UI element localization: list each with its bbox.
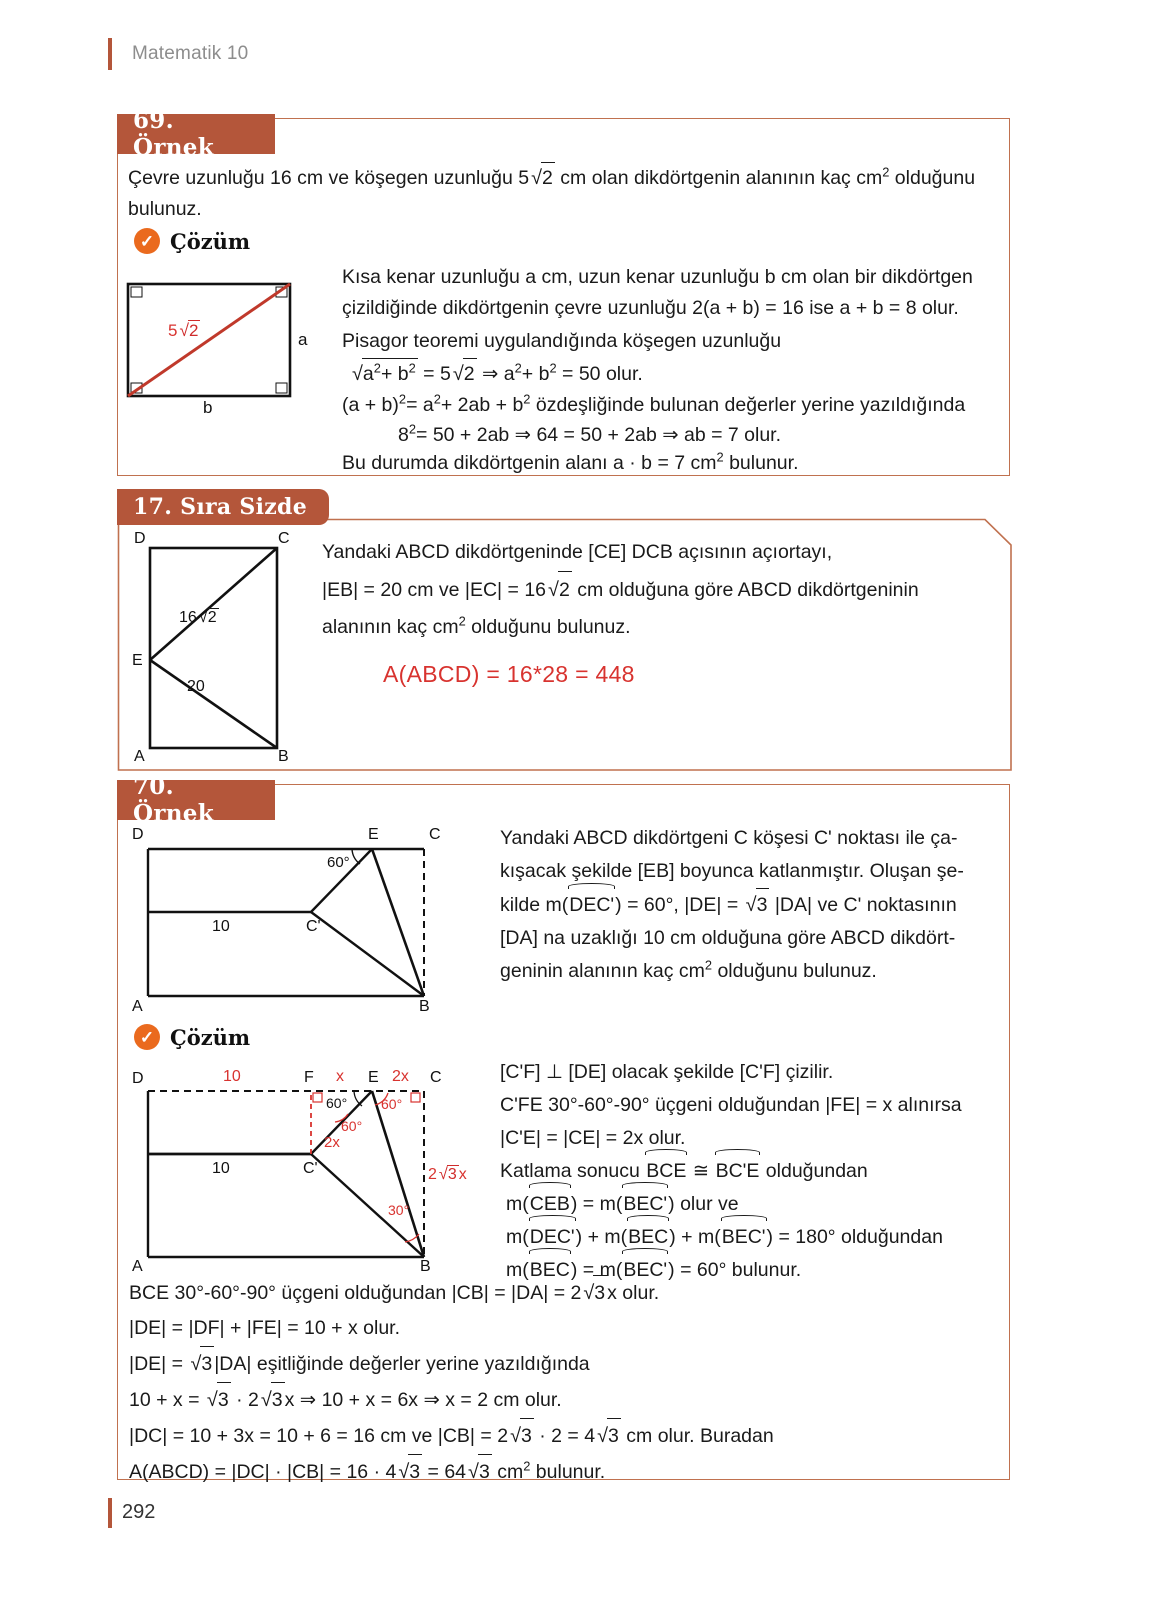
sol-figure-angle60-mid: 60°	[341, 1118, 363, 1134]
angle-arc-icon: DEC'	[529, 1221, 576, 1254]
running-head	[108, 38, 248, 70]
figure-17-label-A: A	[134, 748, 145, 765]
figure-69-diagonal-label: 5 √2	[168, 320, 199, 340]
page-number: 292	[122, 1501, 156, 1523]
angle-arc-icon: DEC'	[568, 889, 615, 922]
q69-line2: bulunuz.	[128, 198, 202, 220]
example-70-tab	[117, 773, 275, 827]
figure-17-label-EB: 20	[187, 678, 205, 695]
sol70r-line5: m(CEB) = m(BEC') olur ve	[500, 1188, 1000, 1221]
radical-icon: √3	[188, 1346, 214, 1382]
figure-70-label-C: C	[429, 826, 441, 843]
sol70r-line3: |C'E| = |CE| = 2x olur.	[500, 1127, 686, 1149]
folded-rectangle-solution-svg	[128, 1062, 468, 1267]
radical-icon: √3	[205, 1382, 231, 1418]
radical-icon: √3	[595, 1418, 621, 1454]
figure-70-label-ten: 10	[212, 918, 230, 935]
sol70b-line6: A(ABCD) = |DC| · |CB| = 16 · 4 √3 = 64 √3 $cm^2$ bulunur.	[129, 1454, 999, 1490]
sira-17-question	[322, 534, 998, 646]
example-69-figure	[118, 272, 318, 417]
sol70r-line7: m(BEC) = m(BEC') = 60° bulunur.	[500, 1254, 1000, 1287]
rectangle-diagonal-svg	[118, 272, 318, 412]
page-footer	[108, 1498, 155, 1528]
example-70-tab-label: 70. Örnek	[133, 773, 214, 827]
radical-icon: √2	[529, 162, 555, 194]
running-head-title: Matematik 10	[132, 43, 249, 64]
sol-figure-label-side: 2 √3 x	[428, 1165, 467, 1183]
angle-arc-icon: BEC	[627, 1221, 669, 1254]
radical-icon: √3	[466, 1454, 492, 1490]
figure-69-label-a: a	[298, 330, 308, 349]
sira17-line3: alanının kaç $cm^2$ olduğunu bulunuz.	[322, 613, 631, 638]
sol-figure-label-E: E	[368, 1069, 379, 1086]
angle-arc-icon: BEC'	[622, 1254, 668, 1287]
sol-figure-angle30: 30°	[388, 1202, 410, 1218]
figure-70-label-Cp: C'	[306, 918, 321, 935]
q69-part-b: cm olan dikdörtgenin alanının kaç cm	[554, 167, 883, 189]
radical-icon: √3	[259, 1382, 285, 1418]
angle-arc-icon: BC'E	[715, 1155, 761, 1188]
sol-figure-label-A: A	[132, 1258, 143, 1275]
example-69-tab-label: 69. Örnek	[133, 107, 214, 161]
sira-sizde-tab-label: 17. Sıra Sizde	[133, 494, 308, 520]
sol69-line3: Pisagor teoremi uygulandığında köşegen uzunluğu	[342, 330, 782, 352]
figure-70-label-E: E	[368, 826, 379, 843]
example-70-solution-header	[134, 1024, 250, 1050]
sol69-line1: Kısa kenar uzunluğu a cm, uzun kenar uzunluğu b cm olan bir dikdörtgen	[342, 266, 973, 288]
example-70-solution-figure	[128, 1062, 468, 1275]
sol-figure-label-top-ten: 10	[223, 1068, 241, 1085]
figure-17-label-C: C	[278, 530, 290, 547]
folded-rectangle-svg	[128, 818, 458, 1018]
sol-figure-label-twox-side: 2x	[324, 1134, 340, 1151]
sol70b-line1: BCE 30°-60°-90° üçgeni olduğundan |CB| = |DA| = 2 √3 x olur.	[129, 1275, 999, 1311]
radical-icon: √3	[581, 1275, 607, 1311]
sol-figure-angle60-right: 60°	[381, 1096, 403, 1112]
example-69-equation-1: $√a^2+ b^2 = 5$ √2 ⇒ $a^2+ b^2 = 50$ olur.	[350, 358, 643, 390]
q69-part-a: Çevre uzunluğu 16 cm ve köşegen uzunluğu 5	[128, 167, 530, 189]
sol-figure-label-Cp: C'	[303, 1160, 318, 1177]
angle-arc-icon: CEB	[529, 1188, 571, 1221]
figure-70-label-D: D	[132, 826, 144, 843]
q70-line4: [DA] na uzaklığı 10 cm olduğuna göre ABCD dikdört-	[500, 927, 956, 949]
figure-69-label-b: b	[203, 398, 213, 417]
radical-icon: √2	[546, 571, 572, 609]
radical-icon: √3	[438, 1165, 457, 1183]
radical-icon: √2	[198, 608, 217, 626]
radical-icon: √2	[451, 358, 477, 390]
check-circle-icon: ✓	[134, 228, 160, 254]
sol70b-line5: |DC| = 10 + 3x = 10 + 6 = 16 cm ve |CB| = 2 √3 · 2 = 4 √3 cm olur. Buradan	[129, 1418, 999, 1454]
solution-label-70: Çözüm	[170, 1024, 251, 1050]
radical-icon: $√a^2+ b^2$	[350, 358, 418, 390]
figure-17-label-E: E	[132, 652, 143, 669]
running-head-rule	[108, 38, 112, 70]
sira17-line2: |EB| = 20 cm ve |EC| = 16 √2 cm olduğuna göre ABCD dikdörtgeninin	[322, 571, 998, 609]
example-69-solution-text	[342, 262, 1002, 324]
sol70b-line2: |DE| = |DF| + |FE| = 10 + x olur.	[129, 1317, 401, 1339]
sol-figure-label-B: B	[420, 1258, 431, 1275]
sol-figure-label-x: x	[336, 1068, 344, 1085]
radical-icon: √2	[179, 320, 199, 340]
example-69-solution-header	[134, 228, 250, 254]
rectangle-bisector-svg	[122, 530, 322, 765]
check-circle-icon: ✓	[134, 1024, 160, 1050]
radical-icon: √3	[744, 888, 770, 922]
sol-figure-label-D: D	[132, 1070, 144, 1087]
sol-figure-label-twox-top: 2x	[392, 1068, 409, 1085]
footer-rule	[108, 1498, 112, 1528]
figure-17-label-B: B	[278, 748, 289, 765]
example-69-question	[128, 162, 998, 225]
example-69-tab	[117, 107, 275, 161]
example-69-equation-4: Bu durumda dikdörtgenin alanı a · b = 7 $cm^2$ bulunur.	[342, 449, 799, 474]
angle-arc-icon: BEC	[529, 1254, 571, 1287]
sol70b-line4: 10 + x = √3 · 2 √3 x ⇒ 10 + x = 6x ⇒ x = 2 cm olur.	[129, 1382, 999, 1418]
sol70r-line6: m(DEC') + m(BEC) + m(BEC') = 180° olduğundan	[500, 1221, 1000, 1254]
q70-line1: Yandaki ABCD dikdörtgeni C köşesi C' noktası ile ça-	[500, 827, 958, 849]
sol-figure-label-F: F	[304, 1069, 314, 1086]
example-70-solution-bottom	[129, 1275, 999, 1490]
q70-line3: kilde m(DEC') = 60°, |DE| = √3 |DA| ve C' noktasının	[500, 888, 1000, 922]
radical-icon: √3	[396, 1454, 422, 1490]
example-70-solution-right	[500, 1056, 1000, 1287]
sol-figure-angle60-left: 60°	[326, 1095, 348, 1111]
sol70r-line1: [C'F] ⊥ [DE] olacak şekilde [C'F] çizilir.	[500, 1061, 834, 1083]
angle-arc-icon: BCE	[645, 1155, 687, 1188]
q70-line2: kışacak şekilde [EB] boyunca katlanmıştır. Oluşan şe-	[500, 860, 964, 882]
angle-arc-icon: BEC'	[622, 1188, 668, 1221]
figure-70-label-A: A	[132, 998, 143, 1015]
sira-17-figure	[122, 530, 322, 765]
sol70r-line2: C'FE 30°-60°-90° üçgeni olduğundan |FE| = x alınırsa	[500, 1094, 962, 1116]
sira17-line1: Yandaki ABCD dikdörtgeninde [CE] DCB açısının açıortayı,	[322, 541, 833, 563]
handwritten-answer: A(ABCD) = 16*28 = 448	[383, 661, 635, 687]
sol70b-line3: |DE| = √3 |DA| eşitliğinde değerler yerine yazıldığında	[129, 1346, 999, 1382]
sol69-line2: çizildiğinde dikdörtgenin çevre uzunluğu 2(a + b) = 16 ise a + b = 8 olur.	[342, 297, 959, 319]
example-70-question	[500, 822, 1000, 988]
sol-figure-label-inner-ten: 10	[212, 1160, 230, 1177]
angle-arc-icon: BEC'	[721, 1221, 767, 1254]
sol70r-line4: Katlama sonucu BCE ≅ BC'E olduğundan	[500, 1155, 1000, 1188]
radical-icon: √3	[508, 1418, 534, 1454]
example-70-figure	[128, 818, 458, 1018]
figure-17-label-EC: 16 √2	[179, 608, 217, 626]
solution-label-69: Çözüm	[170, 228, 251, 254]
figure-70-label-B: B	[419, 998, 430, 1015]
figure-17-label-D: D	[134, 530, 146, 547]
q70-line5: geninin alanının kaç $cm^2$ olduğunu bulunuz.	[500, 957, 877, 982]
example-69-equation-3: $8^2= 50 + 2ab$ ⇒ 64 = 50 + 2ab ⇒ ab = 7 olur.	[398, 421, 782, 446]
q69-part-c: olduğunu	[889, 167, 976, 189]
figure-70-label-angle60: 60°	[327, 854, 350, 871]
example-69-equation-2: $(a + b)^2= a^2+ 2ab + b^2$ özdeşliğinde bulunan değerler yerine yazıldığında	[342, 391, 966, 416]
q69-sup: 2	[882, 164, 890, 180]
sira-sizde-tab	[117, 489, 329, 525]
q69-radicand: 2	[541, 162, 555, 194]
sol-figure-label-C: C	[430, 1069, 442, 1086]
